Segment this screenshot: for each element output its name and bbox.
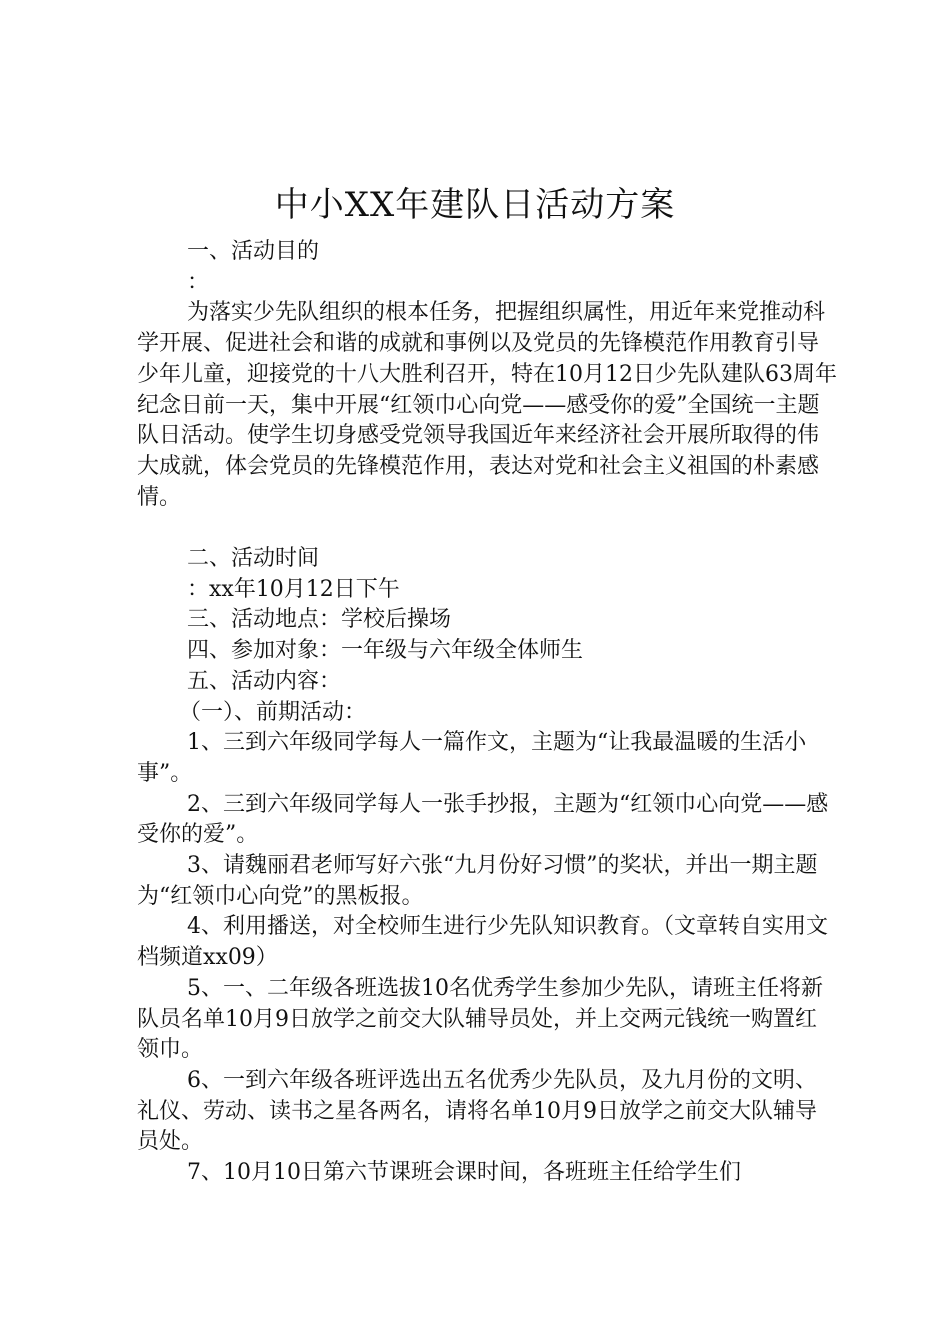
document-title: 中小XX年建队日活动方案 <box>274 185 676 225</box>
list-item: 3、请魏丽君老师写好六张“九月份好习惯”的奖状，并出一期主题为“红领巾心向党”的黑板报。 <box>137 853 818 909</box>
list-item: 2、三到六年级同学每人一张手抄报，主题为“红领巾心向党——感受你的爱”。 <box>137 791 829 848</box>
section-1-colon: ： <box>187 269 210 295</box>
section-4: 四、参加对象：一年级与六年级全体师生 <box>187 638 584 664</box>
section-5: 五、活动内容： <box>187 668 342 694</box>
section-2-heading: 二、活动时间 <box>187 546 320 572</box>
section-1-heading: 一、活动目的 <box>187 239 320 264</box>
section-3: 三、活动地点：学校后操场 <box>187 607 452 633</box>
subsection-1: （一）、前期活动： <box>179 699 367 725</box>
list-item: 5、一、二年级各班选拔10名优秀学生参加少先队，请班主任将新队员名单10月9日放学之前交大队辅导员处，并上交两元钱统一购置红领巾。 <box>137 975 823 1063</box>
paragraph-gap <box>137 513 837 544</box>
section-1-paragraph: 为落实少先队组织的根本任务，把握组织属性，用近年来党推动科学开展、促进社会和谐的成就和事例以及党员的先锋模范作用教育引导少年儿童，迎接党的十八大胜利召开，特在10月12日少先队建队63周年纪念日前一天，集中开展“红领巾心向党——感受你的爱”全国统一主题队日活动。使学生切身感受党领导我国近年来经济社会开展所取得的伟大成就，体会党员的先锋模范作用，表达对党和社会主义祖国的朴素感情。 <box>137 300 837 510</box>
list-item: 7、10月10日第六节课班会课时间，各班班主任给学生们 <box>187 1160 741 1186</box>
list-item: 4、利用播送，对全校师生进行少先队知识教育。（文章转自实用文档频道xx09） <box>137 914 828 971</box>
document-body <box>137 237 837 1189</box>
section-2-value: ：xx年10月12日下午 <box>187 576 400 602</box>
list-item: 6、一到六年级各班评选出五名优秀少先队员，及九月份的文明、礼仪、劳动、读书之星各两名，请将名单10月9日放学之前交大队辅导员处。 <box>137 1067 817 1155</box>
list-item: 1、三到六年级同学每人一篇作文，主题为“让我最温暖的生活小事”。 <box>137 730 807 786</box>
